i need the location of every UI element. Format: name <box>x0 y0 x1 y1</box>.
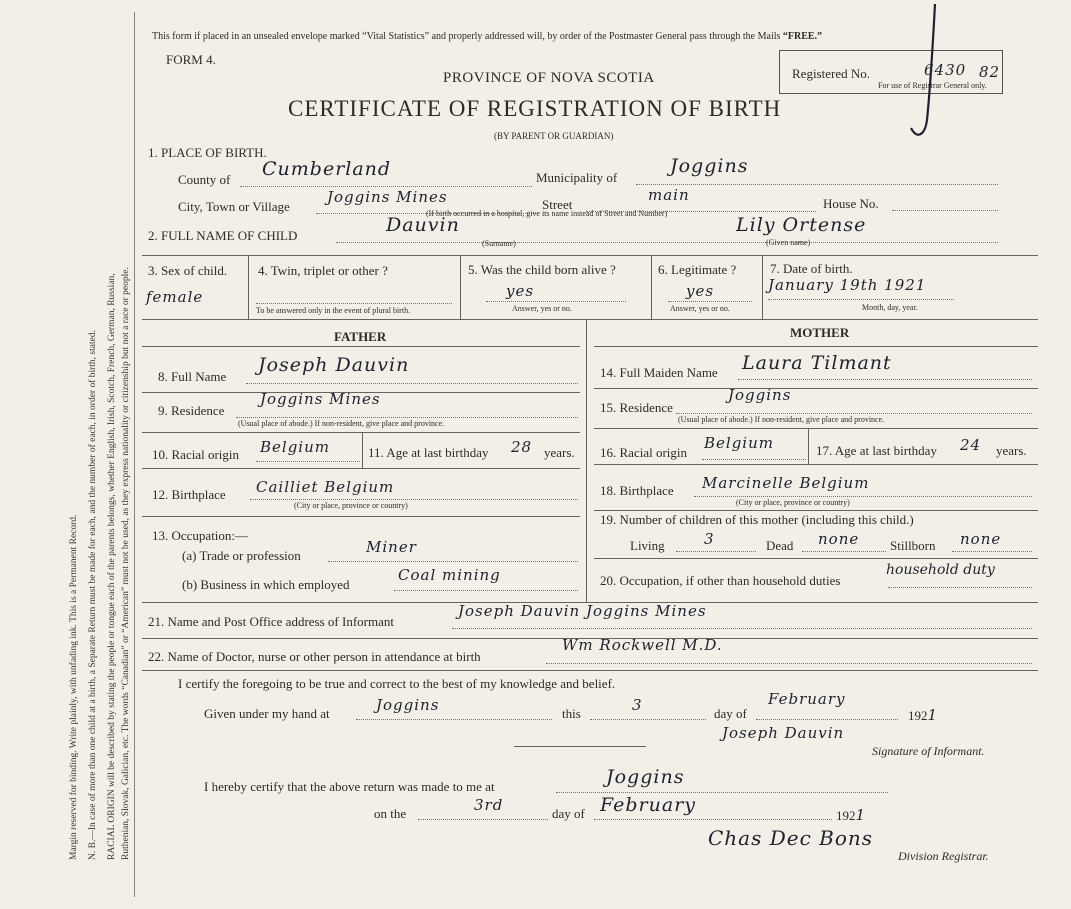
birth-date-label: 7. Date of birth. <box>770 261 853 276</box>
registrar-flourish <box>905 0 945 150</box>
registered-number-box <box>779 50 1003 94</box>
given-caption: (Given name) <box>766 238 811 247</box>
registrar-year-value: 1 <box>855 806 867 824</box>
mother-residence-caption: (Usual place of abode.) If non-resident, give place and province. <box>678 415 885 424</box>
living-value: 3 <box>704 530 715 548</box>
child-given-name: Lily Ortense <box>736 214 867 236</box>
living-label: Living <box>630 538 665 553</box>
registrar-place-value: Joggins <box>606 766 685 788</box>
stillborn-label: Stillborn <box>890 538 936 553</box>
postal-notice: This form if placed in an unsealed envelope marked “Vital Statistics” and properly addressed will, by order of the Postmaster General pass through the Mails “FREE.” <box>152 31 823 42</box>
father-age-label: 11. Age at last birthday <box>368 445 489 460</box>
informant-label: 21. Name and Post Office address of Informant <box>148 614 394 629</box>
child-surname: Dauvin <box>386 214 460 236</box>
twin-note: To be answered only in the event of plural birth. <box>256 306 411 315</box>
business-value: Coal mining <box>398 566 501 584</box>
city-label: City, Town or Village <box>178 199 290 214</box>
registrar-use-note: For use of Registrar General only. <box>878 81 987 90</box>
certify-statement: I certify the foregoing to be true and correct to the best of my knowledge and belief. <box>178 676 616 691</box>
father-race-label: 10. Racial origin <box>152 447 240 462</box>
registered-extra: 82 <box>979 63 1001 81</box>
margin-note-2: N. B.—In case of more than one child at a birth, a Separate Return must be made for each, and the number of each, in order of birth, stated. <box>88 330 98 860</box>
trade-label: (a) Trade or profession <box>182 548 301 563</box>
form-number: FORM 4. <box>166 52 216 67</box>
sex-value: female <box>146 288 204 306</box>
stillborn-value: none <box>960 530 1002 548</box>
street-label: Street <box>542 197 573 212</box>
father-age-unit: years. <box>544 445 575 460</box>
father-birthplace-value: Cailliet Belgium <box>256 478 395 496</box>
business-label: (b) Business in which employed <box>182 577 350 592</box>
given-place-value: Joggins <box>376 696 440 714</box>
registered-number: 6430 <box>924 61 967 79</box>
division-registrar-caption: Division Registrar. <box>898 849 989 863</box>
certify-day-of-label: day of <box>714 706 747 721</box>
birth-date-value: January 19th 1921 <box>768 276 927 294</box>
father-birthplace-label: 12. Birthplace <box>152 487 226 502</box>
mother-race-label: 16. Racial origin <box>600 445 688 460</box>
binding-margin <box>0 0 150 909</box>
alive-label: 5. Was the child born alive ? <box>468 262 616 277</box>
registered-label: Registered No. <box>792 66 870 81</box>
municipality-label: Municipality of <box>536 170 618 185</box>
father-name-value: Joseph Dauvin <box>258 354 410 376</box>
dead-label: Dead <box>766 538 794 553</box>
informant-signature-caption: Signature of Informant. <box>872 744 985 758</box>
father-age-value: 28 <box>511 438 533 456</box>
margin-note-1: Margin reserved for binding. Write plainly, with unfading ink. This is a Permanent Record. <box>69 514 79 860</box>
mother-name-label: 14. Full Maiden Name <box>600 365 718 380</box>
county-value: Cumberland <box>262 158 392 180</box>
doctor-value: Wm Rockwell M.D. <box>562 636 723 654</box>
legitimate-caption: Answer, yes or no. <box>670 304 730 313</box>
registrar-signature: Chas Dec Bons <box>708 826 874 850</box>
page-title: CERTIFICATE OF REGISTRATION OF BIRTH <box>288 96 782 121</box>
twin-label: 4. Twin, triplet or other ? <box>258 263 388 278</box>
mother-birthplace-caption: (City or place, province or country) <box>736 498 850 507</box>
registrar-month-value: February <box>600 794 697 816</box>
informant-value: Joseph Dauvin Joggins Mines <box>458 602 707 620</box>
informant-signature: Joseph Dauvin <box>722 724 845 742</box>
birth-date-caption: Month, day, year. <box>862 303 918 312</box>
margin-note-3: RACIAL ORIGIN will be described by stating the people or tongue each of the parents belongs, whether English, Irish, Scotch, French, German, Russian, <box>107 273 117 860</box>
margin-note-4: Ruthenian, Slovak, Galician, etc. The words “Canadian” or “American” must not be used, as they express nationality or citizenship but not a race or people. <box>121 267 131 860</box>
sex-label: 3. Sex of child. <box>148 263 228 278</box>
registrar-year: 1921 <box>836 806 867 824</box>
mother-age-label: 17. Age at last birthday <box>816 443 937 458</box>
mother-occupation-value: household duty <box>886 562 995 578</box>
street-value: main <box>648 186 690 204</box>
mother-age-unit: years. <box>996 443 1027 458</box>
father-race-value: Belgium <box>260 438 330 456</box>
mother-occupation-label: 20. Occupation, if other than household duties <box>600 573 841 588</box>
trade-value: Miner <box>366 538 417 556</box>
province-heading: PROVINCE OF NOVA SCOTIA <box>443 70 655 86</box>
father-residence-caption: (Usual place of abode.) If non-resident, give place and province. <box>238 419 445 428</box>
father-heading: FATHER <box>334 329 387 344</box>
certify-day-value: 3 <box>632 696 643 714</box>
city-value: Joggins Mines <box>327 188 448 206</box>
this-label: this <box>562 706 581 721</box>
page-subtitle: (BY PARENT OR GUARDIAN) <box>494 131 614 141</box>
father-residence-value: Joggins Mines <box>260 390 381 408</box>
certify-month-value: February <box>768 690 846 708</box>
surname-caption: (Surname) <box>482 239 516 248</box>
dead-value: none <box>818 530 860 548</box>
on-the-label: on the <box>374 806 407 821</box>
place-of-birth-label: 1. PLACE OF BIRTH. <box>148 145 267 160</box>
legitimate-label: 6. Legitimate ? <box>658 262 737 277</box>
registrar-day-value: 3rd <box>474 796 504 814</box>
house-number-label: House No. <box>823 196 879 211</box>
mother-name-value: Laura Tilmant <box>742 352 892 374</box>
father-birthplace-caption: (City or place, province or country) <box>294 501 408 510</box>
registrar-statement: I hereby certify that the above return was made to me at <box>204 779 495 794</box>
alive-caption: Answer, yes or no. <box>512 304 572 313</box>
father-name-label: 8. Full Name <box>158 369 227 384</box>
mother-residence-value: Joggins <box>728 386 792 404</box>
mother-heading: MOTHER <box>790 325 850 340</box>
hospital-note: (If birth occurred in a hospital, give its name instead of Street and Number) <box>426 209 668 218</box>
alive-value: yes <box>506 282 535 300</box>
municipality-value: Joggins <box>670 155 749 177</box>
mother-birthplace-value: Marcinelle Belgium <box>702 474 870 492</box>
county-label: County of <box>178 172 231 187</box>
mother-age-value: 24 <box>960 436 982 454</box>
certify-year-value: 1 <box>927 706 939 724</box>
registrar-day-of-label: day of <box>552 806 585 821</box>
certify-year: 1921 <box>908 706 939 724</box>
mother-race-value: Belgium <box>704 434 774 452</box>
legitimate-value: yes <box>686 282 715 300</box>
father-residence-label: 9. Residence <box>158 403 225 418</box>
child-name-label: 2. FULL NAME OF CHILD <box>148 228 298 243</box>
children-count-label: 19. Number of children of this mother (including this child.) <box>600 512 914 527</box>
mother-birthplace-label: 18. Birthplace <box>600 483 674 498</box>
father-occupation-label: 13. Occupation:— <box>152 528 249 543</box>
doctor-label: 22. Name of Doctor, nurse or other person in attendance at birth <box>148 649 481 664</box>
given-at-label: Given under my hand at <box>204 706 330 721</box>
mother-residence-label: 15. Residence <box>600 400 673 415</box>
